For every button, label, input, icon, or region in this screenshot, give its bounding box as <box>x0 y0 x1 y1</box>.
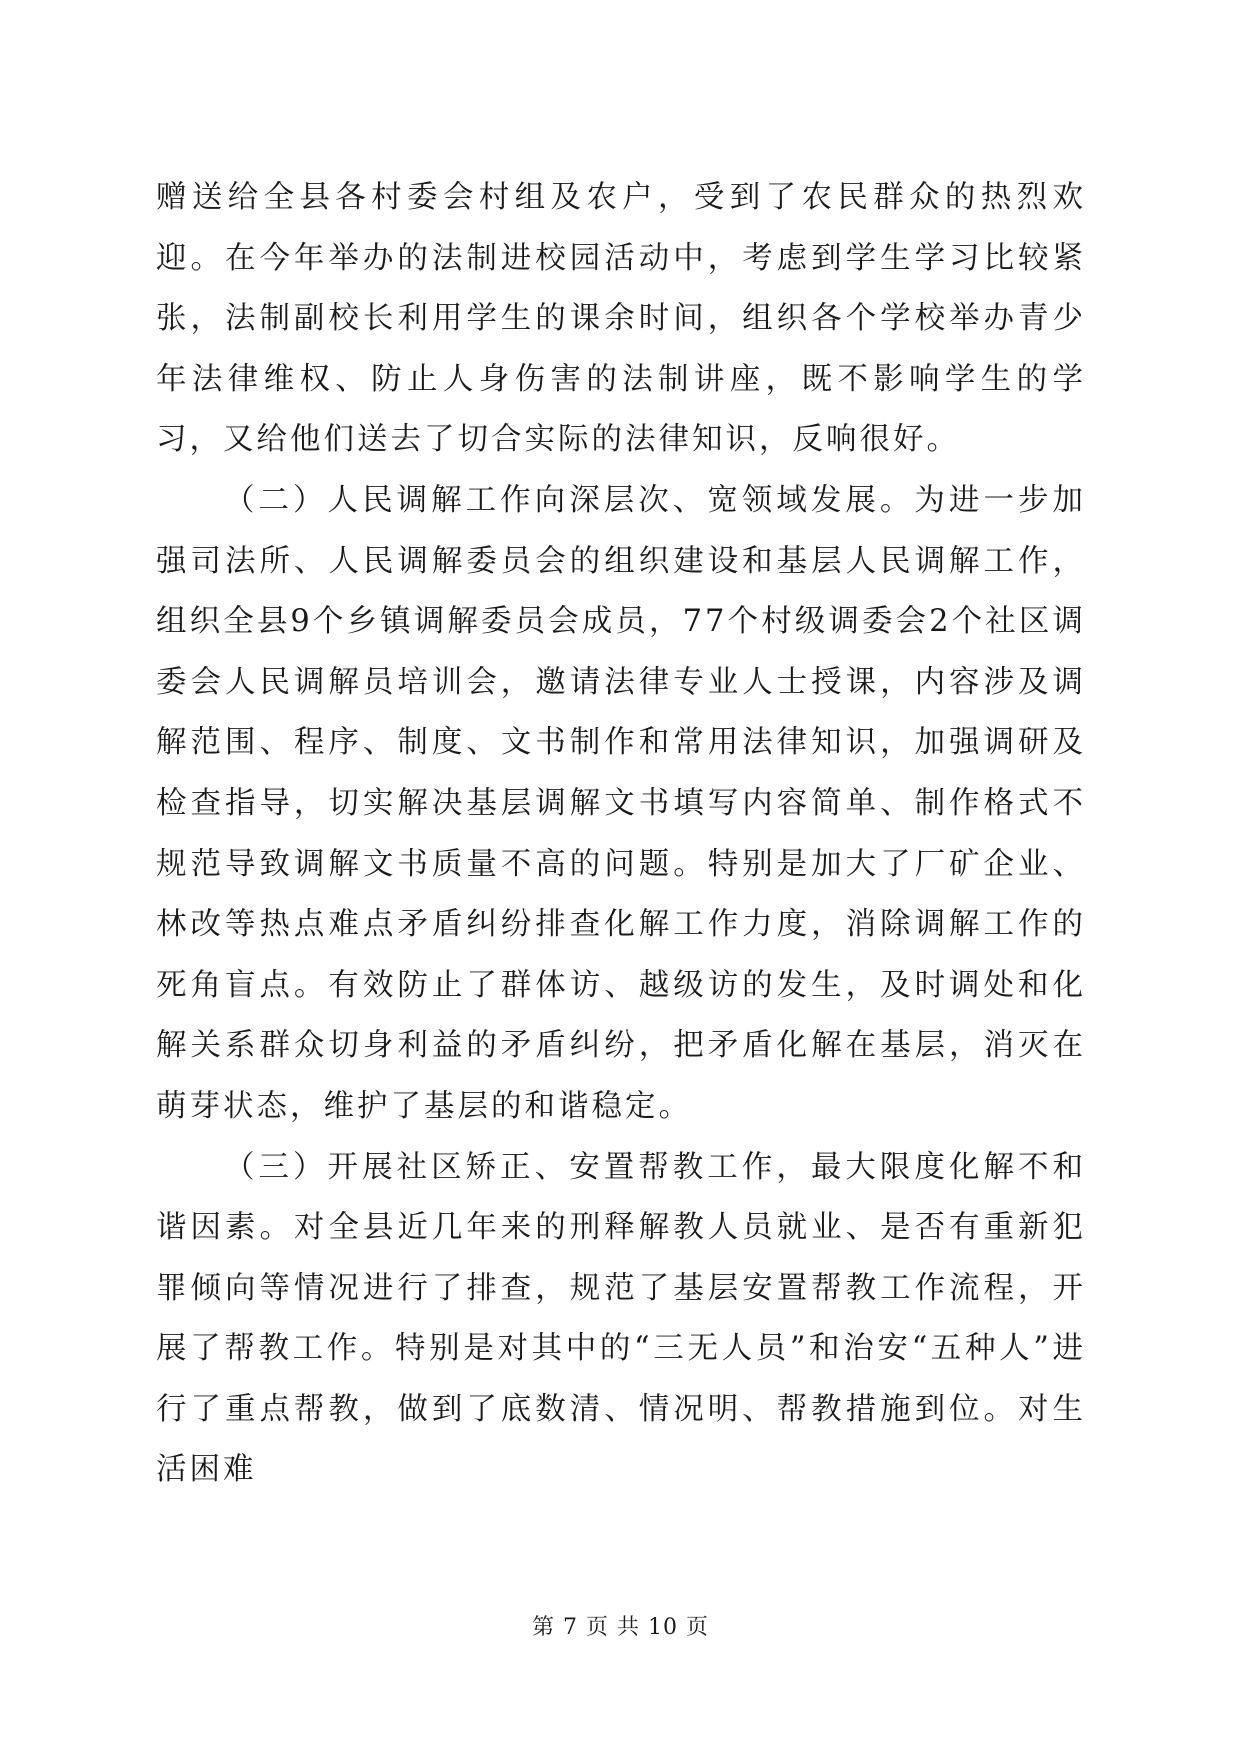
page-number-footer: 第 7 页 共 10 页 <box>532 1615 709 1640</box>
paragraph-mediation: （二）人民调解工作向深层次、宽领域发展。为进一步加强司法所、人民调解委员会的组织建设和基层人民调解工作，组织全县9个乡镇调解委员会成员，77个村级调委会2个社区调委会人民调解员培训会，邀请法律专业人士授课，内容涉及调解范围、程序、制度、文书制作和常用法律知识，加强调研及检查指导，切实解决基层调解文书填写内容简单、制作格式不规范导致调解文书质量不高的问题。特别是加大了厂矿企业、林改等热点难点矛盾纠纷排查化解工作力度，消除调解工作的死角盲点。有效防止了群体访、越级访的发生，及时调处和化解关系群众切身利益的矛盾纠纷，把矛盾化解在基层，消灭在萌芽状态，维护了基层的和谐稳定。 <box>156 482 1086 1124</box>
paragraph-continuation: 赠送给全县各村委会村组及农户，受到了农民群众的热烈欢迎。在今年举办的法制进校园活动中，考虑到学生学习比较紧张，法制副校长利用学生的课余时间，组织各个学校举办青少年法律维权、防止人身伤害的法制讲座，既不影响学生的学习，又给他们送去了切合实际的法律知识，反响很好。 <box>156 180 1086 458</box>
body-text <box>156 168 1086 1501</box>
paragraph-community-correction: （三）开展社区矫正、安置帮教工作，最大限度化解不和谐因素。对全县近几年来的刑释解教人员就业、是否有重新犯罪倾向等情况进行了排查，规范了基层安置帮教工作流程，开展了帮教工作。特别是对其中的“三无人员”和治安“五种人”进行了重点帮教，做到了底数清、情况明、帮教措施到位。对生活困难 <box>156 1149 1086 1488</box>
